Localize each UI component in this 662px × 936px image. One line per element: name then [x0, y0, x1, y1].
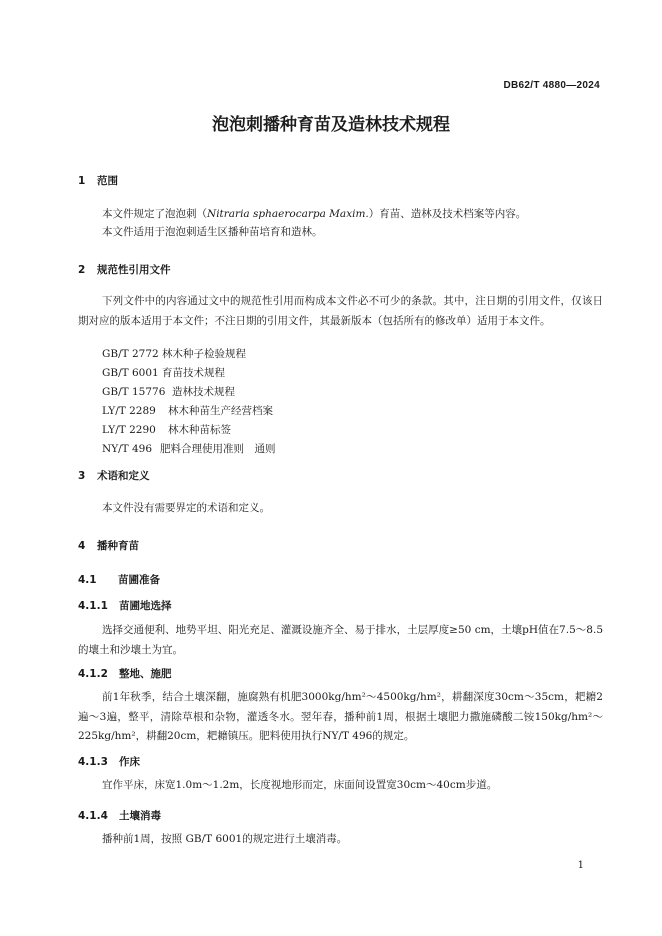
- section-4-1-1-heading: [78, 598, 172, 613]
- reference-item: GB/T 15776 造林技术规程: [102, 386, 235, 398]
- section-3-paragraph: 本文件没有需要界定的术语和定义。: [102, 502, 270, 514]
- section-number: 1: [78, 175, 86, 187]
- section-4-1-2-paragraph: 前1年秋季，结合土壤深翻，施腐熟有机肥3000kg/hm²～4500kg/hm²，耕翻深度30cm～35cm，耙耱2遍～3遍，整平，清除草根和杂物，灌透冬水。翌年春，播种前1周，根据土壤肥力撒施磷酸二铵150kg/hm²～225kg/hm²，耕翻20cm，耙耱镇压。肥料使用执行NY/T 496的规定。: [78, 691, 603, 742]
- section-number: 4.1.1: [78, 600, 108, 612]
- reference-item: LY/T 2289 林木种苗生产经营档案: [102, 405, 273, 417]
- section-4-1-3-heading: [78, 754, 140, 769]
- section-number: 4.1.2: [78, 668, 108, 680]
- section-number: 4.1: [78, 574, 97, 586]
- section-title: 术语和定义: [97, 470, 150, 482]
- section-4-1-4-paragraph: 播种前1周，按照 GB/T 6001的规定进行土壤消毒。: [102, 833, 348, 845]
- section-title: 范围: [97, 175, 118, 187]
- section-title: 苗圃准备: [118, 574, 160, 586]
- section-1-heading: [78, 173, 118, 188]
- reference-item: GB/T 6001 育苗技术规程: [102, 367, 225, 379]
- section-title: 播种育苗: [97, 540, 139, 552]
- latin-name: Nitraria sphaerocarpa Maxim.: [207, 208, 369, 220]
- section-1-paragraph-2: 本文件适用于泡泡刺适生区播种苗培育和造林。: [102, 226, 323, 238]
- document-title: 泡泡刺播种育苗及造林技术规程: [212, 115, 450, 135]
- section-number: 3: [78, 470, 86, 482]
- section-2-heading: [78, 262, 171, 277]
- reference-item: GB/T 2772 林木种子检验规程: [102, 348, 246, 360]
- standard-code: DB62/T 4880—2024: [503, 80, 600, 91]
- reference-list: [102, 345, 276, 459]
- section-3-heading: [78, 468, 150, 483]
- page-number: 1: [577, 860, 584, 871]
- section-4-1-heading: [78, 572, 160, 587]
- reference-item: NY/T 496 肥料合理使用准则 通则: [102, 443, 276, 455]
- section-4-1-2-heading: [78, 666, 172, 681]
- section-number: 4: [78, 540, 86, 552]
- section-number: 4.1.3: [78, 756, 108, 768]
- section-title: 规范性引用文件: [97, 264, 171, 276]
- section-number: 4.1.4: [78, 810, 108, 822]
- section-2-intro: 下列文件中的内容通过文中的规范性引用而构成本文件必不可少的条款。其中，注日期的引用文件，仅该日期对应的版本适用于本文件；不注日期的引用文件，其最新版本（包括所有的修改单）适用于本文件。: [78, 295, 603, 327]
- section-number: 2: [78, 264, 86, 276]
- reference-item: LY/T 2290 林木种苗标签: [102, 424, 231, 436]
- section-4-1-3-paragraph: 宜作平床，床宽1.0m～1.2m，长度视地形而定，床面间设置宽30cm～40cm步道。: [102, 779, 498, 791]
- section-4-heading: [78, 538, 139, 553]
- section-title: 整地、施肥: [119, 668, 172, 680]
- section-1-paragraph-1: 本文件规定了泡泡刺（Nitraria sphaerocarpa Maxim.）育苗、造林及技术档案等内容。: [102, 208, 527, 220]
- section-title: 作床: [119, 756, 140, 768]
- section-title: 土壤消毒: [119, 810, 161, 822]
- section-4-1-4-heading: [78, 808, 161, 823]
- section-title: 苗圃地选择: [119, 600, 172, 612]
- section-4-1-1-paragraph: 选择交通便利、地势平坦、阳光充足、灌溉设施齐全、易于排水，土层厚度≥50 cm，土壤pH值在7.5～8.5的壤土和沙壤土为宜。: [78, 624, 603, 656]
